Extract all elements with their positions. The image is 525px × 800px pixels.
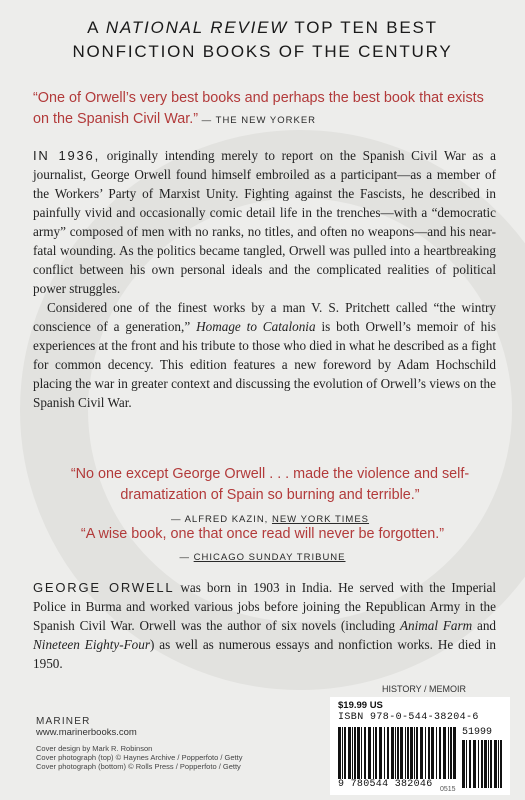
barcode-bar	[448, 727, 449, 779]
barcode-bar	[425, 727, 426, 779]
price-barcode-icon	[462, 740, 504, 788]
barcode-bar	[384, 727, 385, 779]
barcode-bar	[478, 740, 479, 788]
barcode-bar	[428, 727, 430, 779]
barcode-bar	[397, 727, 399, 779]
barcode-bar	[364, 727, 366, 779]
barcode-bar	[490, 740, 492, 788]
barcode-bar	[484, 740, 487, 788]
ean-digits: 9 780544 382046	[338, 779, 433, 790]
barcode-bar	[354, 727, 356, 779]
barcode-bar	[443, 727, 446, 779]
publisher-name: MARINER	[36, 716, 91, 727]
quote-source: THE NEW YORKER	[215, 115, 317, 126]
quote-text: “No one except George Orwell . . . made the violence and self-dramatization of Spain so burning and terrible.”	[70, 466, 470, 503]
barcode-bar	[466, 740, 467, 788]
quote-source: NEW YORK TIMES	[271, 514, 370, 525]
barcode-bar	[453, 727, 456, 779]
quote-source: CHICAGO SUNDAY TRIBUNE	[193, 552, 346, 563]
quote-text: “A wise book, one that once read will never be forgotten.”	[80, 526, 445, 542]
barcode-bar	[361, 727, 362, 779]
barcode-bar	[500, 740, 502, 788]
barcode-bar	[498, 740, 499, 788]
barcode-panel	[330, 697, 510, 795]
barcode-bar	[375, 727, 377, 779]
barcode-bar	[352, 727, 353, 779]
banner-publication: NATIONAL REVIEW	[105, 18, 289, 37]
description-paragraph-1: IN 1936, originally intending merely to report on the Spanish Civil War as a journalist, George Orwell found himself embroiled as a participant—as a member of the Workers’ Party of Marxist Unity. Fighting against the Fascists, he described in painfully vivid and occasionally comic detail life in the trenches—with a “democratic army” composed of men with no ranks, no titles, and often no weapons—and his near-fatal wounding. As the politics became tangled, Orwell was pulled into a heartbreaking conflict between his own personal ideals and the complicated realities of political power struggles.	[33, 148, 496, 296]
print-code: 0515	[440, 786, 456, 793]
barcode-bar	[400, 727, 403, 779]
description-lead: IN 1936,	[33, 148, 100, 163]
publisher-website: www.marinerbooks.com	[36, 727, 137, 738]
quote-author: ALFRED KAZIN,	[184, 514, 269, 525]
barcode-bar	[436, 727, 437, 779]
barcode-bar	[469, 740, 471, 788]
barcode-bar	[473, 740, 476, 788]
barcode-bar	[494, 740, 497, 788]
barcode-bar	[357, 727, 360, 779]
barcode-bar	[439, 727, 441, 779]
author-bio: GEORGE ORWELL was born in 1903 in India. He served with the Imperial Police in Burma and worked various jobs before joining the Republican Army in the Spanish Civil War. Orwell was the author of six novels (including Animal Farm and Nineteen Eighty-Four) as well as numerous essays and nonfiction works. He died in 1950.	[33, 580, 497, 671]
barcode-bar	[488, 740, 489, 788]
description-paragraph-2: Considered one of the finest works by a man V. S. Pritchett called “the wintry conscience of a generation,” Homage to Catalonia is both Orwell’s memoir of his experiences at the front and his tribute to those who died in what he described as a fight for common decency. This edition features a new foreword by Adam Hochschild placing the war in greater context and discussing the evolution of Orwell’s views on the Spanish Civil War.	[33, 300, 496, 410]
barcode-bar	[379, 727, 382, 779]
barcode-bar	[395, 727, 396, 779]
barcode-bar	[481, 740, 483, 788]
barcode-bar	[338, 727, 341, 779]
award-banner	[0, 16, 525, 64]
banner-line-2: NONFICTION BOOKS OF THE CENTURY	[72, 42, 453, 61]
barcode-bar	[410, 727, 413, 779]
book-title: Homage to Catalonia	[196, 319, 316, 334]
publisher-block	[36, 716, 336, 771]
barcode-bar	[405, 727, 406, 779]
barcode-bar	[414, 727, 415, 779]
barcode-bar	[407, 727, 409, 779]
barcode-bar	[373, 727, 374, 779]
quote-text: “One of Orwell’s very best books and perhaps the best book that exists on the Spanish Civil War.”	[33, 90, 484, 127]
banner-line-1: A NATIONAL REVIEW TOP TEN BEST	[87, 18, 438, 37]
barcode-bar	[387, 727, 389, 779]
barcode-bar	[344, 727, 346, 779]
author-name: GEORGE ORWELL	[33, 580, 175, 595]
ean-barcode-icon	[338, 727, 456, 779]
review-quote-new-yorker: “One of Orwell’s very best books and perhaps the best book that exists on the Spanish Civil War.” — THE NEW YORKER	[33, 90, 484, 127]
isbn-label: ISBN 978-0-544-38204-6	[338, 712, 479, 723]
barcode-bar	[431, 727, 434, 779]
supplement-digits: 51999	[462, 727, 493, 738]
barcode-bar	[368, 727, 371, 779]
price-label: $19.99 US	[338, 700, 383, 711]
category-label: HISTORY / MEMOIR	[382, 684, 467, 694]
barcode-bar	[342, 727, 343, 779]
barcode-bar	[462, 740, 465, 788]
review-quote-kazin: “No one except George Orwell . . . made the violence and self-dramatization of Spain so burning and terrible.” — ALFRED KAZIN, NEW YORK TIMES	[70, 466, 470, 525]
barcode-bar	[450, 727, 452, 779]
review-quote-tribune: “A wise book, one that once read will never be forgotten.” — CHICAGO SUNDAY TRIBUNE	[40, 524, 485, 568]
barcode-bar	[348, 727, 351, 779]
barcode-bar	[416, 727, 418, 779]
barcode-bar	[391, 727, 394, 779]
cover-credits: Cover design by Mark R. Robinson Cover photograph (top) © Haynes Archive / Popperfoto / Getty Cover photograph (bottom) © Rolls Press / Popperfoto / Getty	[36, 744, 243, 771]
barcode-bar	[420, 727, 423, 779]
